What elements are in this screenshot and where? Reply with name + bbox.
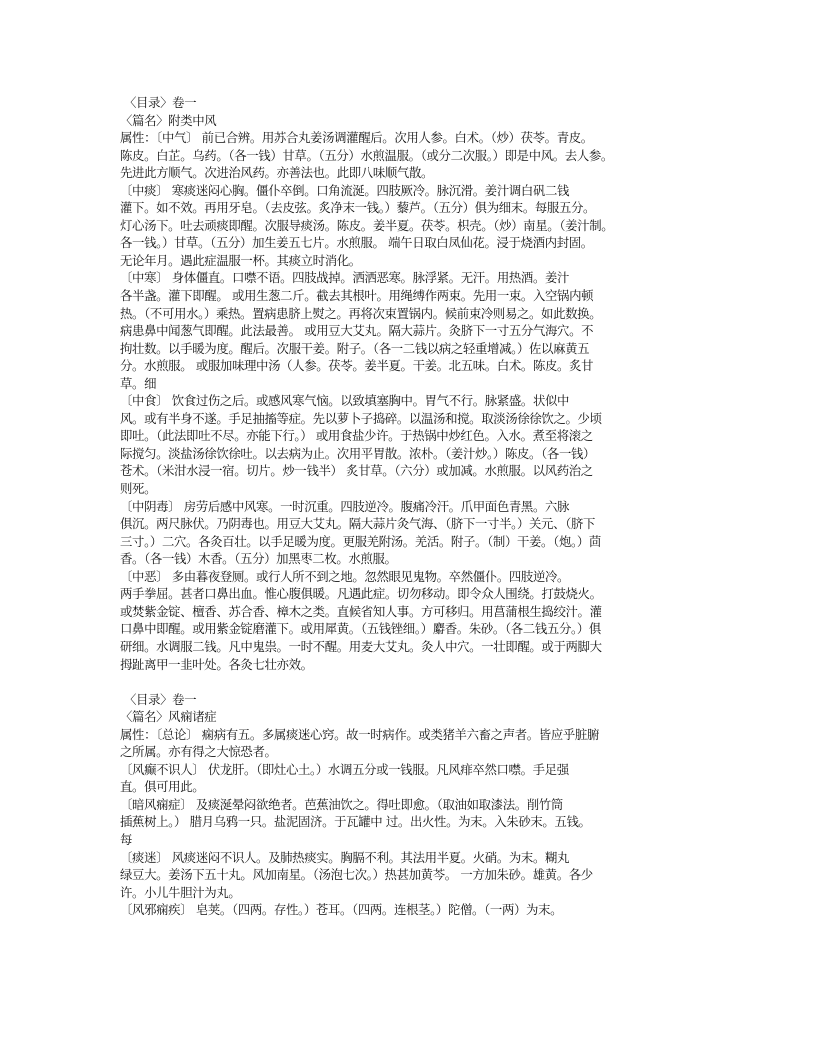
text-line: 口鼻中即醒。或用紫金锭磨灌下。或用犀黄。（五钱锉细。）麝香。朱砂。（各二钱五分。）俱 (120, 621, 601, 637)
text-line: 先进此方顺气。次进治风药。亦善法也。此即八味顺气散。 (120, 165, 434, 181)
text-line: 热。（不可用水。）乘热。置病患脐上熨之。再将次束置锅内。候前束冷则易之。如此数换。 (120, 305, 602, 321)
document-section (120, 94, 720, 673)
text-line: 各半盏。灌下即醒。 或用生葱二斤。截去其根叶。用绳缚作两束。先用一束。入空锅内顿 (120, 288, 594, 304)
text-line: 〔中痰〕 寒痰迷闷心胸。僵仆卒倒。口角流涎。四肢厥冷。脉沉滑。姜汁调白矾二钱 (120, 182, 570, 198)
text-line: 两手拳屈。甚者口鼻出血。惟心腹俱暖。凡遇此症。切勿移动。即令众人围绕。打鼓烧火。 (120, 586, 602, 602)
text-line: 〔暗风痫症〕 及痰涎晕闷欲绝者。芭蕉油饮之。得吐即愈。（取油如取漆法。削竹筒 (120, 796, 563, 812)
text-line: 每 (120, 831, 133, 847)
text-line: 〔风癫不识人〕 伏龙肝。（即灶心土。）水调五分或一钱服。凡风痱卒然口噤。手足强 (120, 761, 569, 777)
text-line: 〔中恶〕 多由暮夜登厕。或行人所不到之地。忽然眼见鬼物。卒然僵仆。四肢逆冷。 (120, 568, 570, 584)
catalog-heading: 〈目录〉卷一 (124, 691, 197, 707)
text-line: 拇趾离甲一韭叶处。各灸七壮亦效。 (120, 656, 313, 672)
text-line: 即吐。（此法即吐不尽。亦能下行。） 或用食盐少许。于热锅中炒红色。入水。煮至将滚之 (120, 428, 593, 444)
text-line: 〔中阴毒〕 房劳后感中风寒。一时沉重。四肢逆冷。腹痛冷汗。爪甲面色青黑。六脉 (120, 498, 570, 514)
text-line: 属性：〔中气〕 前已合辨。用苏合丸姜汤调灌醒后。次用人参。白术。（炒）茯苓。青皮。 (120, 130, 593, 146)
text-line: 无论年月。遇此症温服一杯。其痰立时消化。 (120, 252, 361, 268)
text-line: 灯心汤下。吐去顽痰即醒。次服导痰汤。陈皮。姜半夏。茯苓。枳壳。（炒）南星。（姜汁制。 (120, 217, 614, 233)
text-line: 研细。水调服二钱。凡中鬼祟。一时不醒。用麦大艾丸。灸人中穴。一壮即醒。或于两脚大 (120, 638, 602, 654)
text-line: 草。细 (120, 375, 157, 391)
text-line: 各一钱。）甘草。（五分）加生姜五七片。水煎服。 端午日取白凤仙花。浸于烧酒内封固。 (120, 235, 593, 251)
text-line: 香。（各一钱）木香。（五分）加黑枣二枚。水煎服。 (120, 551, 397, 567)
text-line: 分。水煎服。 或服加味理中汤（人参。茯苓。姜半夏。干姜。北五味。白术。陈皮。炙甘 (120, 358, 594, 374)
text-line: 属性：〔总论〕 痫病有五。多属痰迷心窍。故一时病作。或类猪羊六畜之声者。皆应乎脏腑 (120, 726, 600, 742)
text-line: 病患鼻中闻葱气即醒。此法最善。 或用豆大艾丸。隔大蒜片。灸脐下一寸五分气海穴。不 (120, 323, 594, 339)
text-line: 苍术。（米泔水浸一宿。切片。炒一钱半） 炙甘草。（六分）或加减。水煎服。以风药治之 (120, 463, 593, 479)
text-line: 际搅匀。淡盐汤徐饮徐吐。以去病为止。次用平胃散。浓朴。（姜汁炒。）陈皮。（各一钱） (120, 445, 596, 461)
text-line: 风。或有半身不遂。手足抽搐等症。先以萝卜子捣碎。以温汤和搅。取淡汤徐徐饮之。少顷 (120, 410, 602, 426)
chapter-title: 〈篇名〉风痫诸症 (120, 709, 217, 725)
text-line: 俱沉。两尺脉伏。乃阴毒也。用豆大艾丸。隔大蒜片灸气海、（脐下一寸半。）关元、（脐下 (120, 516, 596, 532)
text-line: 陈皮。白芷。乌药。（各一钱）甘草。（五分）水煎温服。（或分二次服。）即是中风。去人参。 (120, 147, 613, 163)
text-line: 则死。 (120, 481, 157, 497)
text-line: 之所属。亦有得之大惊恐者。 (120, 744, 277, 760)
text-line: 〔中食〕 饮食过伤之后。或感风寒气恼。以致填塞胸中。胃气不行。脉紧盛。状似中 (120, 393, 570, 409)
document-section (120, 691, 720, 919)
text-line: 许。小儿牛胆汁为丸。 (120, 884, 241, 900)
text-line: 绿豆大。姜汤下五十丸。风加南星。（汤泡七次。）热甚加黄芩。 一方加朱砂。雄黄。各少 (120, 867, 593, 883)
text-line: 〔中寒〕 身体僵直。口噤不语。四肢战掉。洒洒恶寒。脉浮紧。无汗。用热酒。姜汁 (120, 270, 570, 286)
text-line: 或焚紫金锭、檀香、苏合香、樟木之类。直候省知人事。方可移归。用菖蒲根生捣绞汁。灌 (120, 603, 602, 619)
text-line: 插蕉树上。） 腊月乌鸦一只。盐泥固济。于瓦罐中 过。出火性。为末。入朱砂末。五钱。 (120, 814, 591, 830)
catalog-heading: 〈目录〉卷一 (124, 95, 197, 110)
text-line: 灌下。如不效。再用牙皂。（去皮弦。炙净末一钱。）藜芦。（五分）俱为细末。每服五分。 (120, 200, 596, 216)
section-spacer (120, 673, 720, 691)
document-body (120, 94, 720, 919)
text-line: 〔痰迷〕 风痰迷闷不识人。及肺热痰实。胸膈不利。其法用半夏。火硝。为末。糊丸 (120, 849, 570, 865)
text-line: 三寸。）二穴。各灸百壮。以手足暖为度。更服羌附汤。羌活。附子。（制）干姜。（炮。）茴 (120, 533, 601, 549)
text-line: 拘壮数。以手暖为度。醒后。次服干姜。附子。（各一二钱以病之轻重增减。）佐以麻黄五 (120, 340, 590, 356)
chapter-title: 〈篇名〉附类中风 (120, 112, 217, 128)
text-line: 〔风邪痫疾〕 皂荚。（四两。存性。）苍耳。（四两。连根茎。）陀僧。（一两）为末。 (120, 902, 563, 918)
text-line: 直。俱可用此。 (120, 779, 205, 795)
